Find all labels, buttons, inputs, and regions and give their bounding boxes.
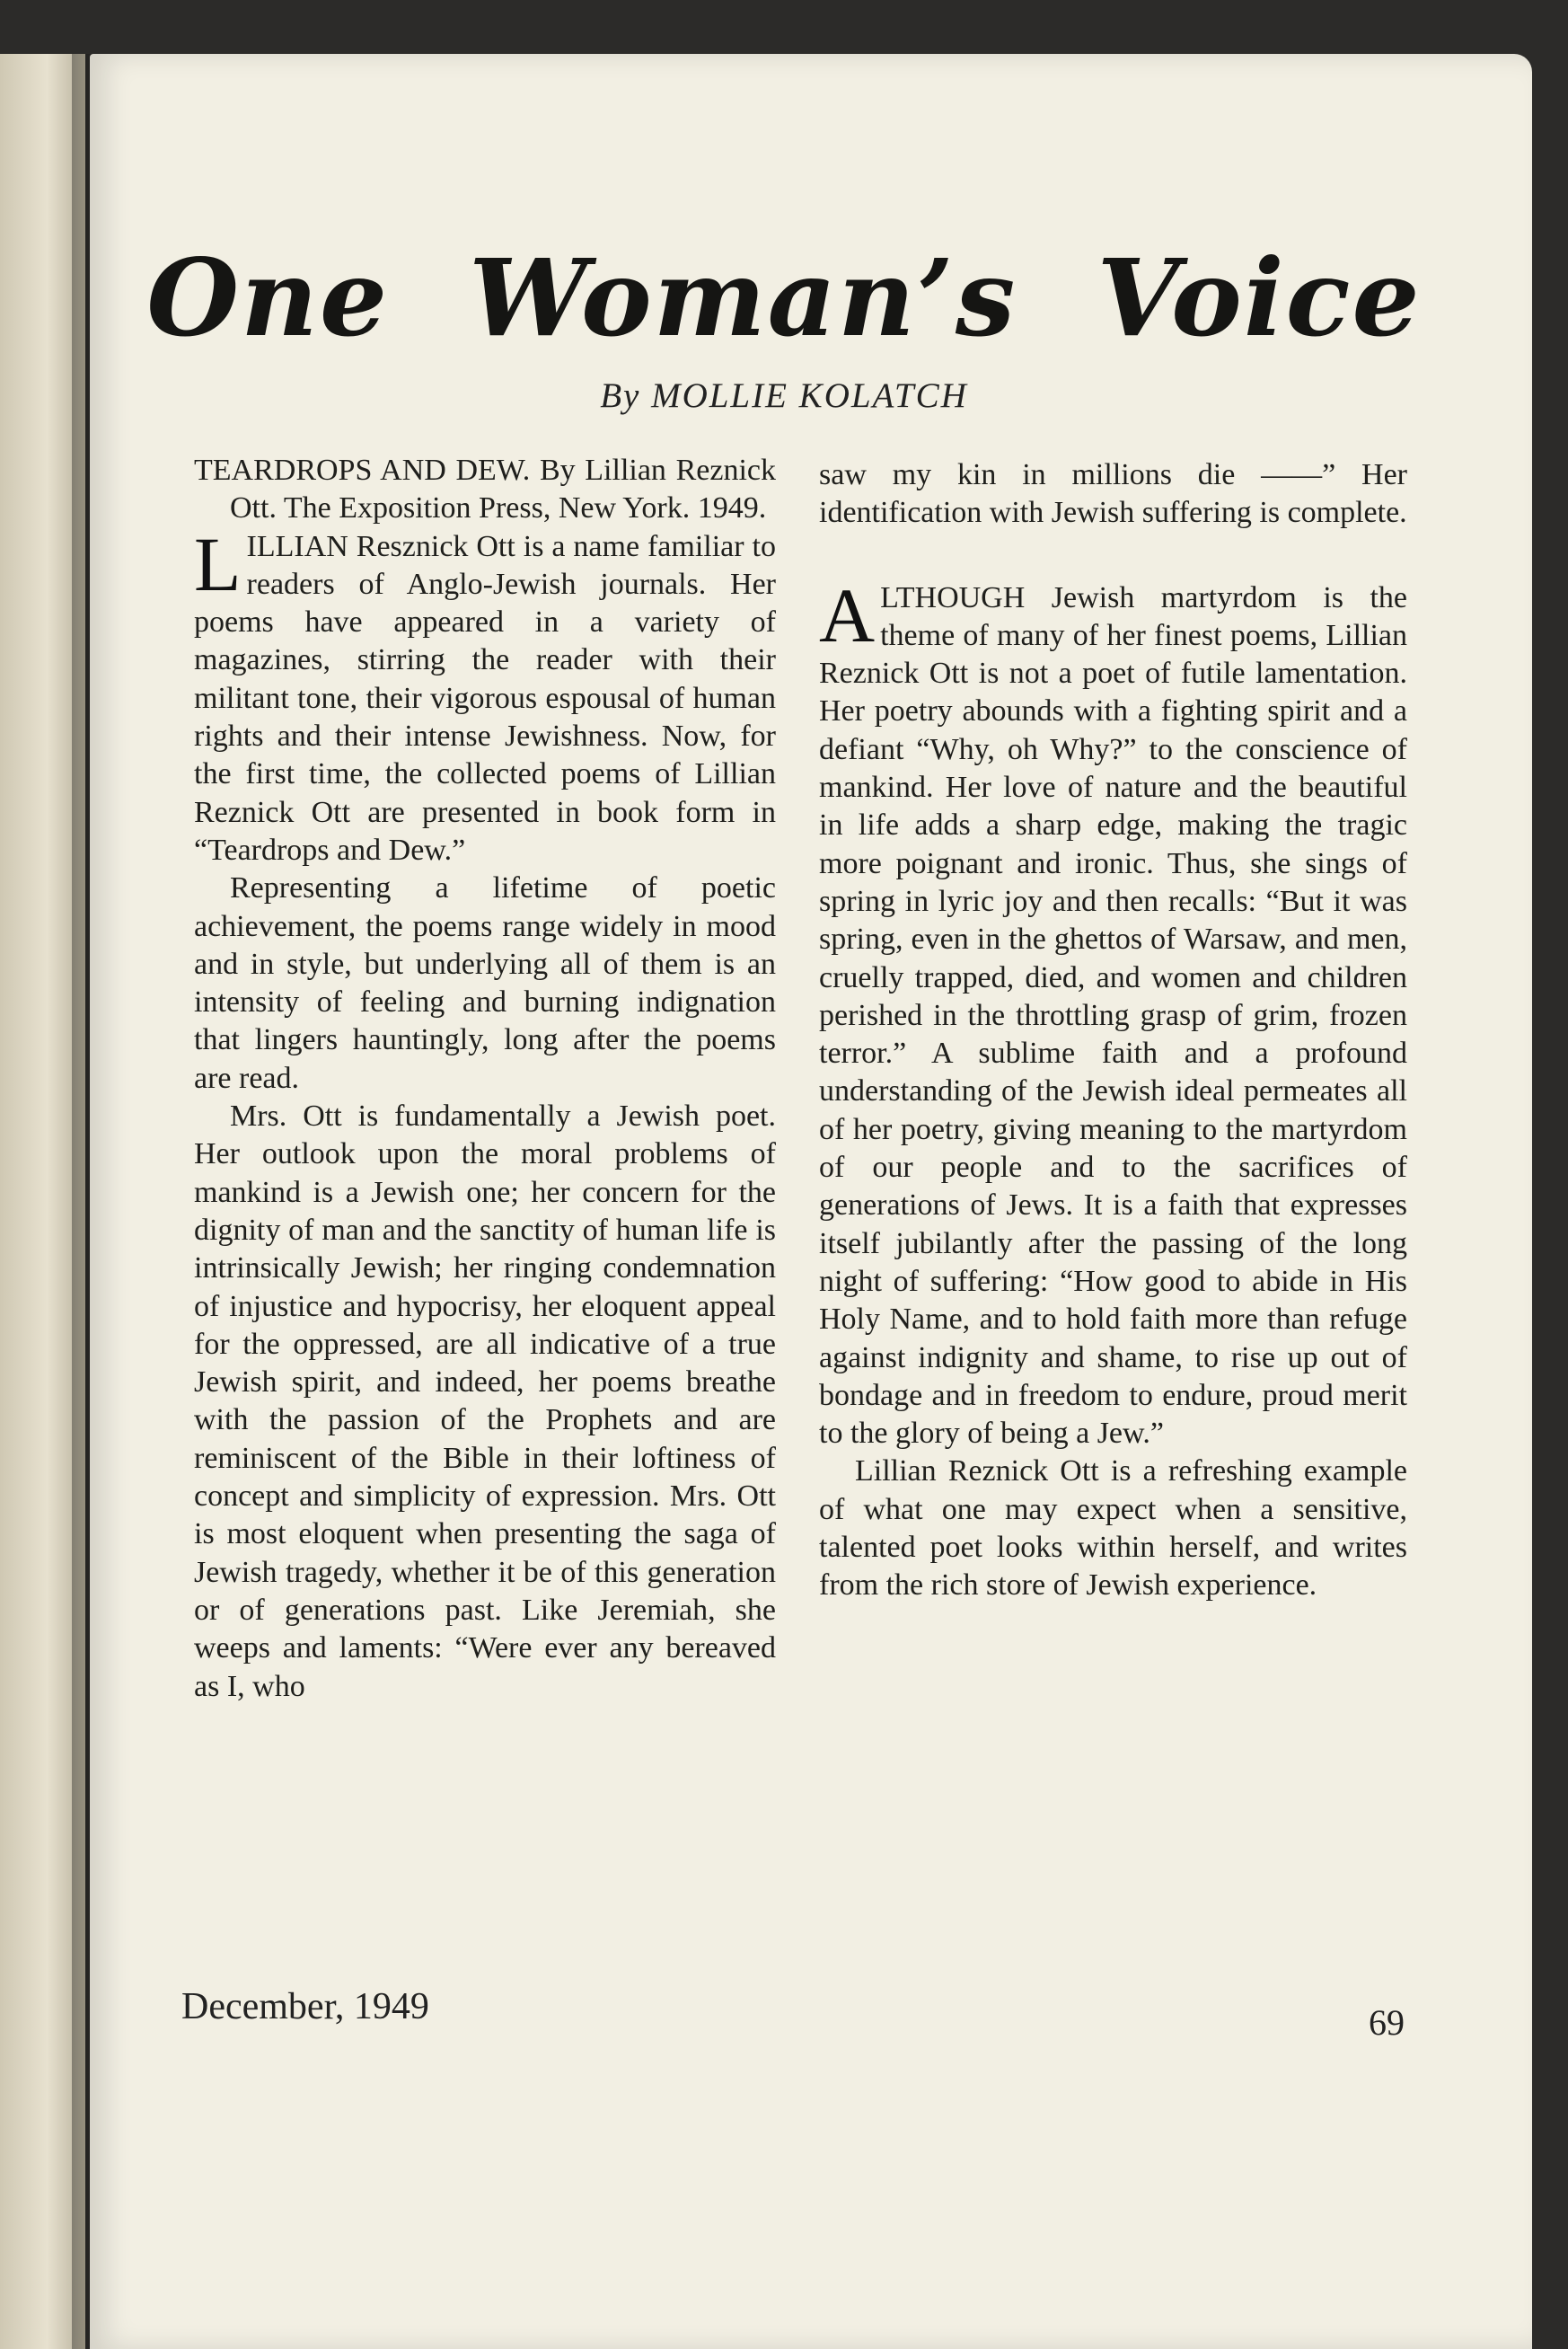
drop-cap-a: A <box>819 571 876 658</box>
paragraph-intro <box>194 520 776 870</box>
paragraph-lifetime: Representing a lifetime of poetic achievement, the poems range widely in mood and in style, but underlying all of them is an intensity of feeling and burning indignation that lingers hauntingly, long after the poems are read. <box>194 871 776 1095</box>
book-citation: TEARDROPS AND DEW. By Lillian Reznick Ott. The Exposition Press, New York. 1949. <box>194 454 776 525</box>
issue-date: December, 1949 <box>181 1986 429 2027</box>
article-title: One Woman’s Voice <box>146 235 1422 360</box>
left-column <box>194 452 776 1706</box>
paragraph-martyrdom <box>819 571 1407 1453</box>
paragraph-jewish-poet: Mrs. Ott is fundamentally a Jewish poet. Her outlook upon the moral problems of mankind is a Jewish one; her concern for the dignity of man and the sanctity of human life is intrinsically Jewish; her ringing condemnation of injustice and hypocrisy, her eloquent appeal for the oppressed, are all indicative of a true Jewish spirit, and indeed, her poems breathe with the passion of the Prophets and are reminiscent of the Bible in their loftiness of concept and simplicity of expression. Mrs. Ott is most eloquent when presenting the saga of Jewish tragedy, whether it be of this generation or of generations past. Like Jeremiah, she weeps and laments: “Were ever any bereaved as I, who <box>194 1099 776 1703</box>
article-byline: By MOLLIE KOLATCH <box>600 376 968 415</box>
drop-cap-l: L <box>194 520 242 607</box>
paragraph-intro-text: ILLIAN Resznick Ott is a name familiar to readers of Anglo-Jewish journals. Her poems have appeared in a variety of magazines, stirring the reader with their militant tone, their vigorous espousal of human rights and their intense Jewishness. Now, for the first time, the collected poems of Lillian Reznick Ott are presented in book form in “Teardrops and Dew.” <box>194 529 776 867</box>
section-break <box>819 533 1407 579</box>
right-column <box>819 456 1407 1605</box>
page-number: 69 <box>1369 2002 1405 2043</box>
paragraph-continued: saw my kin in millions die ——” Her identification with Jewish suffering is complete. <box>819 458 1407 530</box>
paragraph-conclusion: Lillian Reznick Ott is a refreshing example of what one may expect when a sensitive, talented poet looks within herself, and writes from the rich store of Jewish experience. <box>819 1454 1407 1603</box>
paragraph-martyrdom-text: LTHOUGH Jewish martyrdom is the theme of many of her finest poems, Lillian Reznick Ott is not a poet of futile lamentation. Her poetry abounds with a fighting spirit and a defiant “Why, oh Why?” to the conscience of mankind. Her love of nature and the beautiful in life adds a sharp edge, making the tragic more poignant and ironic. Thus, she sings of spring in lyric joy and then recalls: “But it was spring, even in the ghettos of Warsaw, and men, cruelly trapped, died, and women and children perished in the throttling grasp of grim, frozen terror.” A sublime faith and a profound understanding of the Jewish ideal permeates all of her poetry, giving meaning to the martyrdom of our people and to the sacrifices of generations of Jews. It is a faith that expresses itself jubilantly after the passing of the long night of suffering: “How good to abide in His Holy Name, and to hold faith more than refuge against indignity and shame, to rise up out of bondage and in freedom to endure, proud merit to the glory of being a Jew.” <box>819 580 1407 1451</box>
